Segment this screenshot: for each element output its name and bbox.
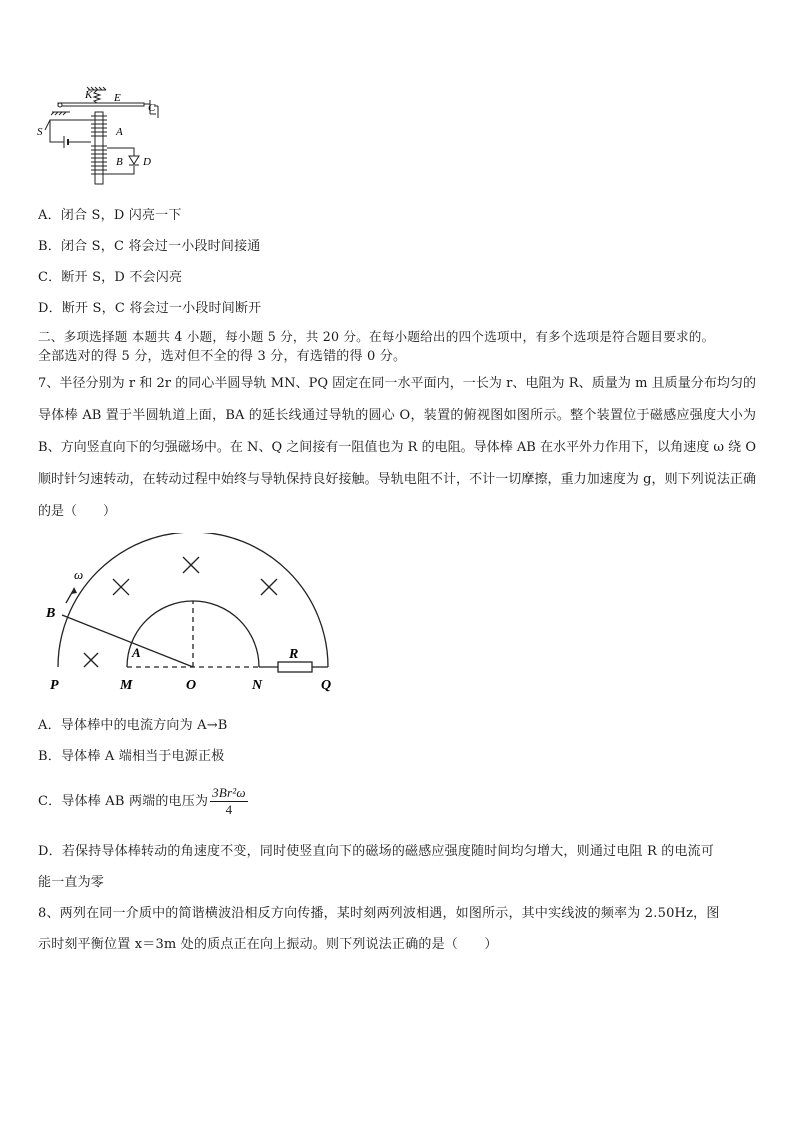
q7-fig-r: R bbox=[289, 647, 299, 662]
q7-fig-q: Q bbox=[321, 678, 332, 693]
q8-stem-line1: 8、两列在同一介质中的简谐横波沿相反方向传播，某时刻两列波相遇，如图所示，其中实线波的频率为 2.50Hz，图 bbox=[38, 906, 720, 921]
q7-option-c-text: C．导体棒 AB 两端的电压为 bbox=[38, 794, 209, 809]
q7-option-c bbox=[38, 783, 248, 821]
q8-stem-line2: 示时刻平衡位置 x＝3m 处的质点正在向上振动。则下列说法正确的是（ ） bbox=[38, 937, 498, 952]
q7-fig-n: N bbox=[252, 678, 263, 693]
q7-option-c-fraction bbox=[210, 785, 248, 818]
section2-instructions-line1: 二、多项选择题 本题共 4 小题，每小题 5 分，共 20 分。在每小题给出的四个选项中，有多个选项是符合题目要求的。 bbox=[38, 329, 715, 344]
q7-option-c-denominator: 4 bbox=[225, 802, 233, 817]
relay-label-k: K bbox=[85, 89, 93, 101]
relay-label-c: C bbox=[148, 102, 156, 114]
q6-option-d: D．断开 S，C 将会过一小段时间断开 bbox=[38, 301, 262, 316]
q7-semicircle-figure bbox=[40, 533, 340, 693]
q6-option-c: C．断开 S，D 不会闪亮 bbox=[38, 270, 183, 285]
q6-option-b: B．闭合 S，C 将会过一小段时间接通 bbox=[38, 239, 261, 254]
q7-option-b: B．导体棒 A 端相当于电源正极 bbox=[38, 749, 225, 764]
relay-circuit-figure bbox=[36, 86, 166, 188]
relay-label-s: S bbox=[37, 126, 43, 138]
relay-label-e: E bbox=[114, 92, 121, 104]
section2-instructions-line2: 全部选对的得 5 分，选对但不全的得 3 分，有选错的得 0 分。 bbox=[38, 349, 407, 364]
q7-option-d-line1: D．若保持导体棒转动的角速度不变，同时使竖直向下的磁场的磁感应强度随时间均匀增大，则通过电阻 R 的电流可 bbox=[38, 844, 715, 859]
relay-label-a: A bbox=[116, 126, 123, 138]
relay-label-b: B bbox=[116, 156, 123, 168]
q6-option-a: A．闭合 S，D 闪亮一下 bbox=[38, 208, 182, 223]
q7-option-a: A．导体棒中的电流方向为 A→B bbox=[38, 718, 228, 733]
q7-fig-a: A bbox=[132, 645, 141, 660]
q7-option-c-numerator: 3Br²ω bbox=[212, 785, 246, 800]
q7-fig-m: M bbox=[120, 678, 133, 693]
q7-fig-b: B bbox=[46, 606, 56, 621]
q7-fig-omega: ω bbox=[74, 567, 84, 582]
q7-option-d-line2: 能一直为零 bbox=[38, 875, 105, 890]
relay-label-d: D bbox=[143, 156, 151, 168]
q7-stem: 7、半径分别为 r 和 2r 的同心半圆导轨 MN、PQ 固定在同一水平面内，一长为 r、电阻为 R、质量为 m 且质量分布均匀的导体棒 AB 置于半圆轨道上面，BA 的延长线通过导轨的圆心 O，装置的俯视图如图所示。整个装置位于磁感应强度大小为 B、方向竖直向下的匀强磁场中。在 N、Q 之间接有一阻值也为 R 的电阻。导体棒 AB 在水平外力作用下，以角速度 ω 绕 O 顺时针匀速转动，在转动过程中始终与导轨保持良好接触。导轨电阻不计，不计一切摩擦，重力加速度为 g，则下列说法正确的是（ ） bbox=[38, 376, 756, 519]
q7-fig-p: P bbox=[50, 678, 59, 693]
q7-fig-o: O bbox=[186, 678, 197, 693]
